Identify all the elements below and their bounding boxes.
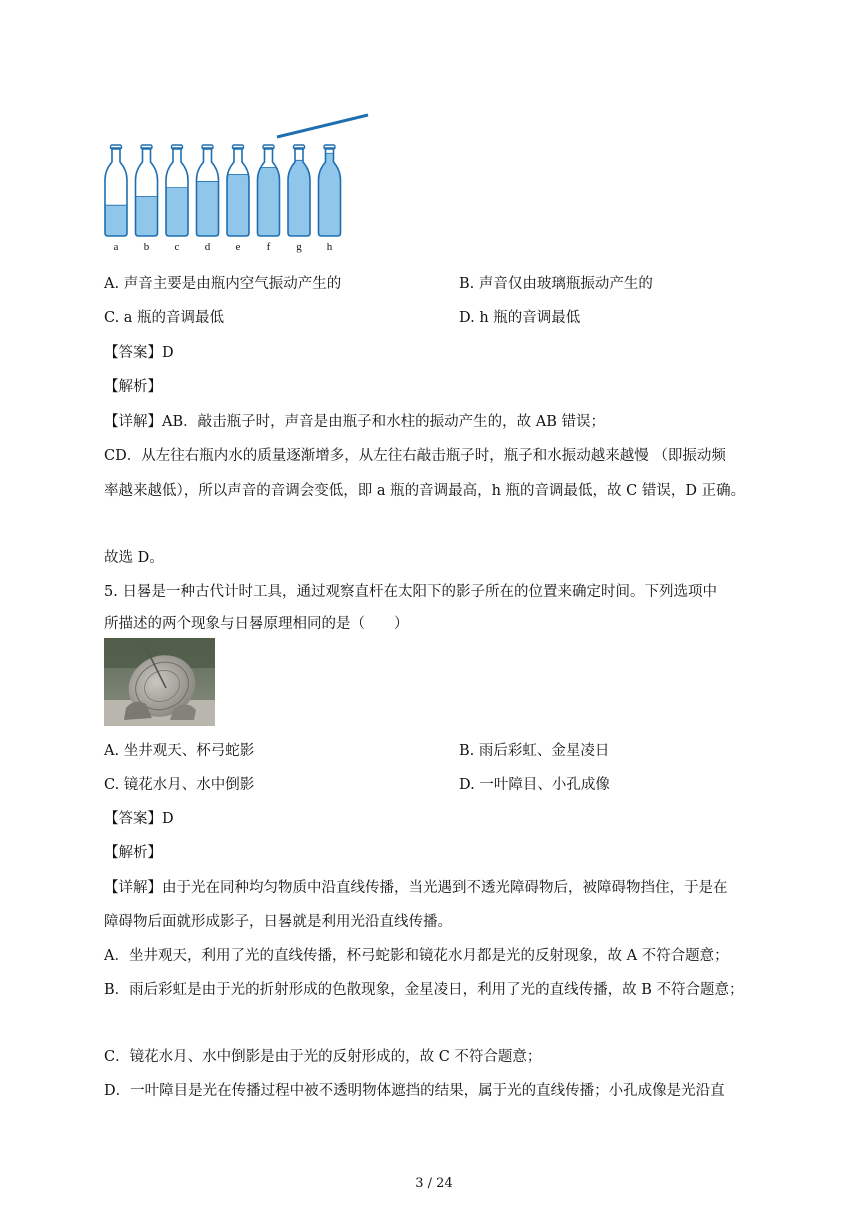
bottle-b [136,145,158,253]
q4-detail-2a: CD．从左往右瓶内水的质量逐渐增多，从左往右敲击瓶子时，瓶子和水振动越来越慢 （即振动频 [104,448,726,464]
bottle-label-a: a [113,241,119,253]
striking-stick [277,115,368,137]
bottle-label-b: b [143,241,150,253]
water-g [288,160,310,236]
bottle-a [105,145,127,253]
q4-option-a: A. 声音主要是由瓶内空气振动产生的 [104,276,342,292]
q5-stem-1: 5. 日晷是一种古代计时工具，通过观察直杆在太阳下的影子所在的位置来确定时间。下列选项中 [104,584,717,600]
q5-answer: 【答案】D [104,811,174,827]
sundial-photo [104,638,215,726]
q4-analysis-title: 【解析】 [104,379,162,395]
water-f [258,167,280,236]
q4-option-d: D. h 瓶的音调最低 [459,310,581,326]
q5-explain-a: A．坐井观天，利用了光的直线传播，杯弓蛇影和镜花水月都是光的反射现象，故 A 不符合题意； [104,948,729,964]
q4-option-c: C. a 瓶的音调最低 [104,310,225,326]
q5-explain-c: C．镜花水月、水中倒影是由于光的反射形成的，故 C 不符合题意； [104,1049,542,1065]
bottle-f [258,145,280,253]
bottle-h [319,145,341,253]
q5-option-c: C. 镜花水月、水中倒影 [104,777,255,793]
bottle-label-c: c [174,241,180,253]
q5-explain-b: B．雨后彩虹是由于光的折射形成的色散现象，金星凌日，利用了光的直线传播，故 B 不符合题意； [104,982,744,998]
q4-detail-1: 【详解】AB．敲击瓶子时，声音是由瓶子和水柱的振动产生的，故 AB 错误； [104,414,605,430]
bottle-label-h: h [326,241,333,253]
bottle-c [166,145,188,253]
q5-stem-2: 所描述的两个现象与日晷原理相同的是（ ） [104,616,409,632]
bottle-g [288,145,310,253]
bottle-d [197,145,219,253]
bottles-figure [90,108,390,258]
q5-detail-2: 障碍物后面就形成影子，日晷就是利用光沿直线传播。 [104,914,452,930]
q5-option-a: A. 坐井观天、杯弓蛇影 [104,743,255,759]
water-b [136,196,158,236]
bottle-e [227,145,249,253]
water-d [197,181,219,236]
q5-detail-1: 【详解】由于光在同种均匀物质中沿直线传播，当光遇到不透光障碍物后，被障碍物挡住，于是在 [104,880,728,896]
bottle-label-g: g [296,241,302,253]
water-c [166,188,188,236]
q5-option-d: D. 一叶障目、小孔成像 [459,777,610,793]
bottle-label-e: e [235,241,241,253]
q5-analysis-title: 【解析】 [104,845,162,861]
water-e [227,174,249,236]
q4-conclusion: 故选 D。 [104,550,164,566]
page-number: 3 / 24 [415,1176,453,1191]
q4-option-b: B. 声音仅由玻璃瓶振动产生的 [459,276,653,292]
q5-explain-d: D．一叶障目是光在传播过程中被不透明物体遮挡的结果，属于光的直线传播；小孔成像是光沿直 [104,1083,725,1099]
q5-option-b: B. 雨后彩虹、金星凌日 [459,743,610,759]
bottle-label-d: d [204,241,211,253]
bottle-label-f: f [266,241,271,253]
water-a [105,205,127,236]
q4-detail-2b: 率越来越低），所以声音的音调会变低，即 a 瓶的音调最高，h 瓶的音调最低，故 C 错误，D 正确。 [104,483,746,499]
q4-answer: 【答案】D [104,345,174,361]
